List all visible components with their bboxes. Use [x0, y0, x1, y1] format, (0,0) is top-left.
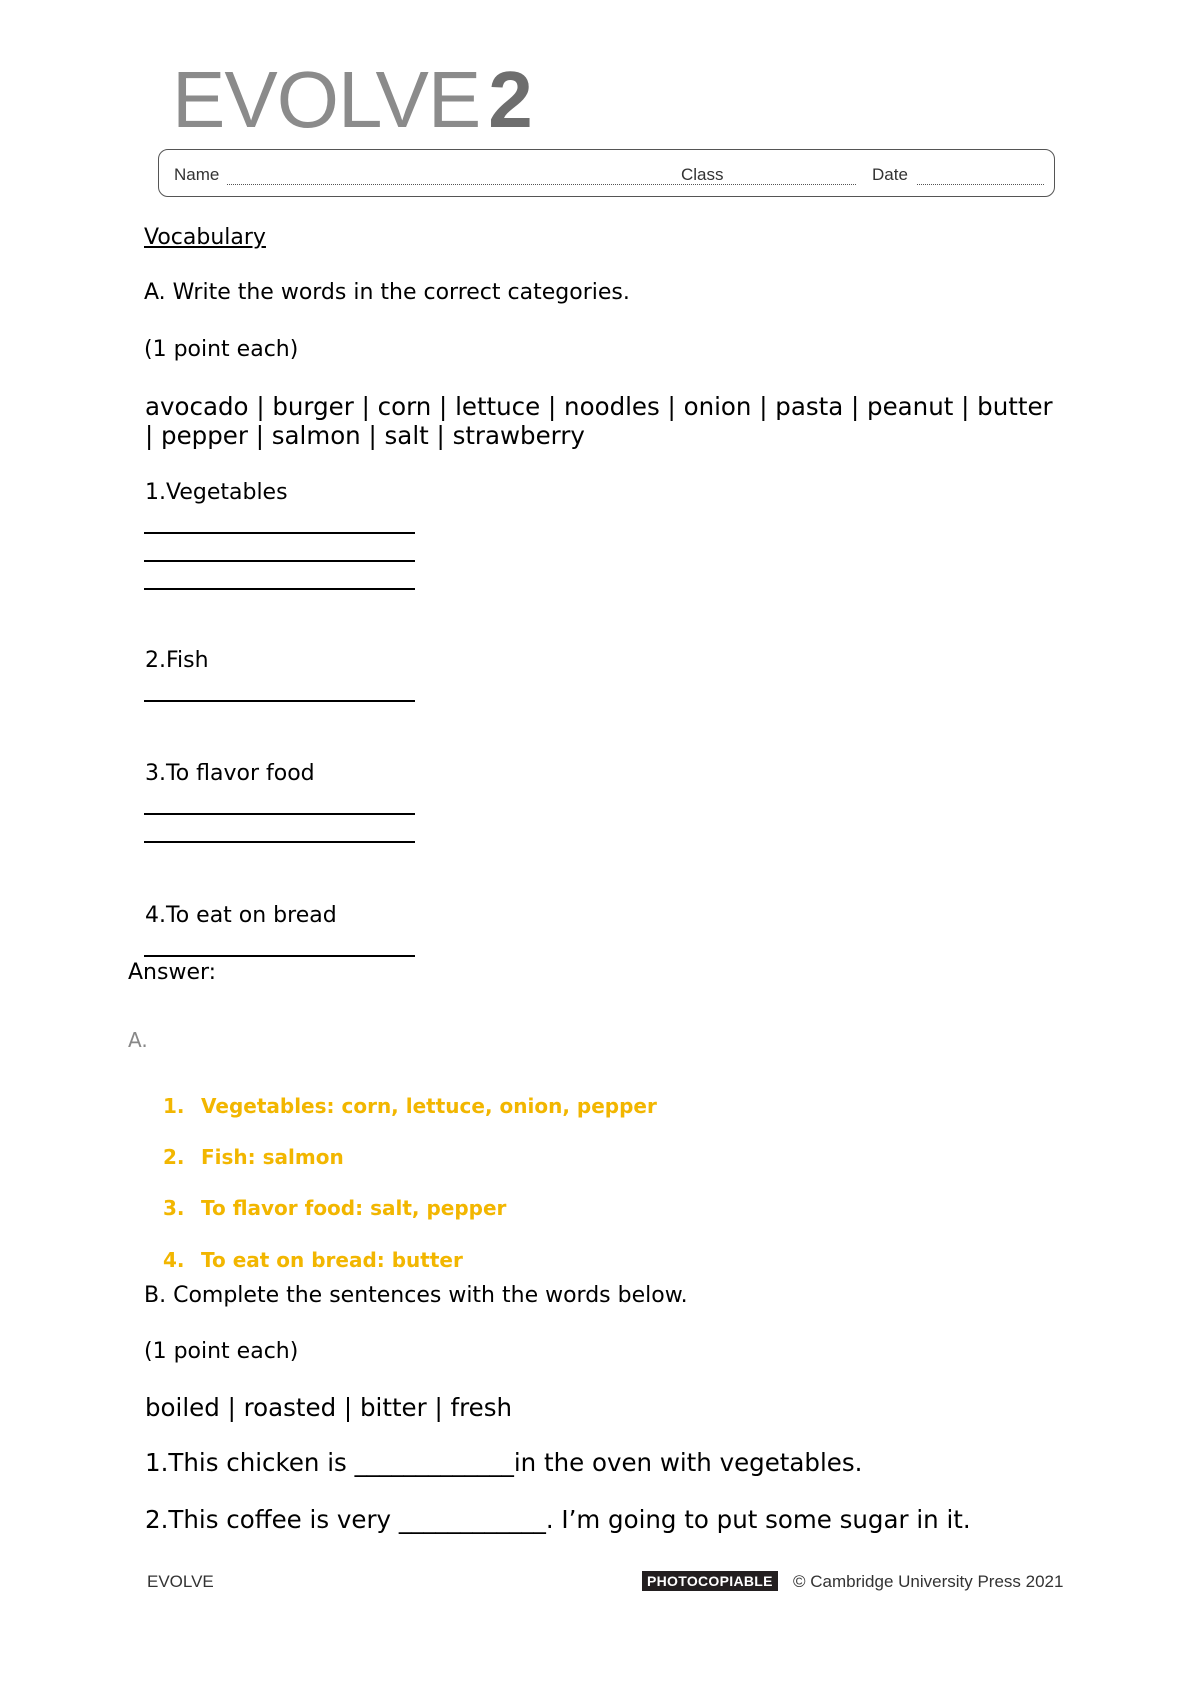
- answer-heading: Answer:: [128, 960, 217, 985]
- name-label: Name: [174, 165, 220, 184]
- date-label: Date: [872, 165, 908, 184]
- answer-part-label: A.: [128, 1028, 148, 1052]
- logo-number: 2: [488, 55, 532, 144]
- answer-text: Vegetables: corn, lettuce, onion, pepper: [201, 1094, 657, 1118]
- sentence-before: This coffee is very: [168, 1505, 399, 1534]
- footer-brand: EVOLVE: [147, 1572, 214, 1591]
- sentence-before: This chicken is: [168, 1448, 355, 1477]
- part-a-points: (1 point each): [144, 337, 299, 362]
- answer-number: 2.: [163, 1145, 185, 1169]
- sentence-number: 1.: [145, 1448, 169, 1477]
- category-label: To eat on bread: [166, 903, 337, 928]
- category-item-flavor: [145, 761, 315, 787]
- category-item-fish: [145, 648, 209, 674]
- sentence-2: [145, 1505, 971, 1534]
- category-number: 2.: [145, 648, 166, 673]
- answer-item: [163, 1196, 185, 1220]
- photocopiable-badge: PHOTOCOPIABLE: [642, 1571, 778, 1591]
- sentence-after: in the oven with vegetables.: [513, 1448, 863, 1477]
- section-title: Vocabulary: [144, 225, 266, 250]
- sentence-number: 2.: [145, 1505, 169, 1534]
- category-item-vegetables: [145, 480, 288, 506]
- category-label: Fish: [166, 648, 209, 673]
- category-label: Vegetables: [166, 480, 288, 505]
- category-item-bread: [145, 903, 337, 929]
- part-b-word-bank: boiled | roasted | bitter | fresh: [145, 1393, 513, 1422]
- category-number: 4.: [145, 903, 166, 928]
- part-a-word-bank-line1: avocado | burger | corn | lettuce | noodles | onion | pasta | peanut | butter: [145, 392, 1053, 421]
- answer-text: To eat on bread: butter: [201, 1248, 463, 1272]
- answer-item: [163, 1248, 185, 1272]
- answer-line[interactable]: [144, 532, 415, 534]
- answer-line[interactable]: [144, 588, 415, 590]
- part-b-instruction: B. Complete the sentences with the words below.: [144, 1283, 688, 1308]
- part-a-instruction: A. Write the words in the correct categories.: [144, 280, 630, 305]
- answer-number: 4.: [163, 1248, 185, 1272]
- answer-line[interactable]: [144, 560, 415, 562]
- part-b-points: (1 point each): [144, 1339, 299, 1364]
- sentence-blank[interactable]: _____________: [354, 1448, 514, 1477]
- answer-line[interactable]: [144, 813, 415, 815]
- sentence-1: [145, 1448, 862, 1477]
- sentence-blank[interactable]: ____________: [398, 1505, 546, 1534]
- answer-text: Fish: salmon: [201, 1145, 344, 1169]
- answer-item: [163, 1094, 185, 1118]
- category-label: To flavor food: [166, 761, 315, 786]
- answer-number: 3.: [163, 1196, 185, 1220]
- class-field[interactable]: [729, 184, 856, 185]
- category-number: 3.: [145, 761, 166, 786]
- copyright-text: © Cambridge University Press 2021: [793, 1572, 1064, 1591]
- logo-word: EVOLVE: [172, 55, 481, 144]
- answer-line[interactable]: [144, 700, 415, 702]
- part-a-word-bank-line2: | pepper | salmon | salt | strawberry: [145, 421, 585, 450]
- date-field[interactable]: [917, 184, 1044, 185]
- answer-number: 1.: [163, 1094, 185, 1118]
- category-number: 1.: [145, 480, 166, 505]
- logo: [172, 55, 532, 144]
- answer-text: To flavor food: salt, pepper: [201, 1196, 507, 1220]
- answer-line[interactable]: [144, 841, 415, 843]
- sentence-after: . I’m going to put some sugar in it.: [545, 1505, 971, 1534]
- student-info-box: [158, 149, 1055, 197]
- answer-item: [163, 1145, 185, 1169]
- class-label: Class: [681, 165, 724, 184]
- answer-line[interactable]: [144, 955, 415, 957]
